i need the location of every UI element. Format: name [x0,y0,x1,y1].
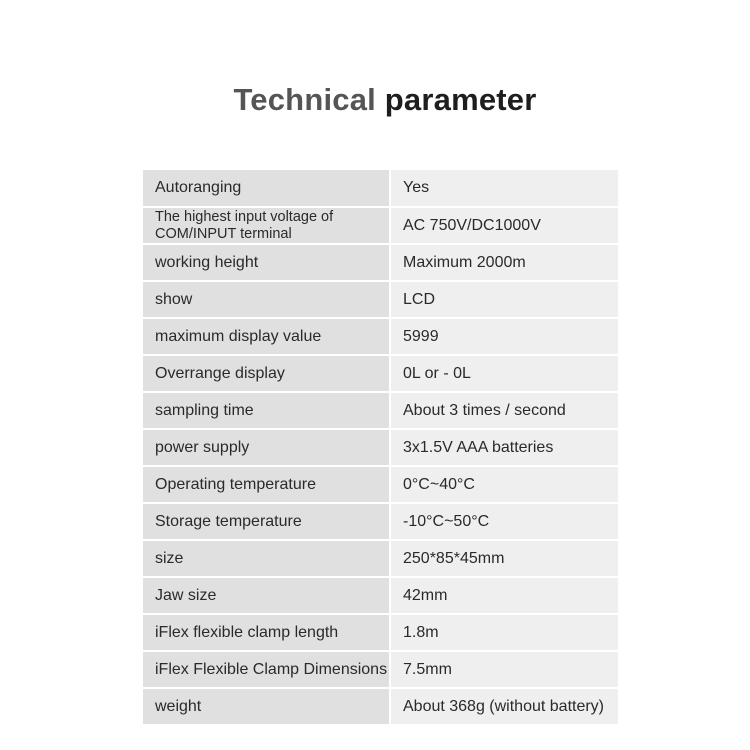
row-value: Yes [390,170,618,207]
row-value: Maximum 2000m [390,244,618,281]
row-value: LCD [390,281,618,318]
row-value: 0L or - 0L [390,355,618,392]
table-row-sampling-time [143,392,618,429]
table-row-overrange [143,355,618,392]
row-value: -10°C~50°C [390,503,618,540]
row-label: sampling time [143,392,390,429]
table-row-show [143,281,618,318]
table-row-operating-temp [143,466,618,503]
row-label: iFlex Flexible Clamp Dimensions [143,651,390,688]
table-row-storage-temp [143,503,618,540]
row-value: 0°C~40°C [390,466,618,503]
row-label: power supply [143,429,390,466]
table-row-max-display [143,318,618,355]
row-label: maximum display value [143,318,390,355]
row-value: About 3 times / second [390,392,618,429]
row-label: Storage temperature [143,503,390,540]
table-row-autoranging [143,170,618,207]
row-value: AC 750V/DC1000V [390,207,618,244]
table-row-size [143,540,618,577]
title-word-technical: Technical [233,82,376,117]
row-label: size [143,540,390,577]
row-value: 250*85*45mm [390,540,618,577]
row-label: Jaw size [143,577,390,614]
page-title [0,82,750,118]
row-label: weight [143,688,390,725]
row-value: About 368g (without battery) [390,688,618,725]
table-row-input-voltage [143,207,618,244]
row-label: Operating temperature [143,466,390,503]
table-row-working-height [143,244,618,281]
row-value: 3x1.5V AAA batteries [390,429,618,466]
table-row-clamp-length [143,614,618,651]
table-row-clamp-dimensions [143,651,618,688]
row-value: 5999 [390,318,618,355]
row-value: 42mm [390,577,618,614]
row-label: iFlex flexible clamp length [143,614,390,651]
row-value: 7.5mm [390,651,618,688]
row-value: 1.8m [390,614,618,651]
row-label: The highest input voltage of COM/INPUT terminal [143,207,390,244]
row-label: show [143,281,390,318]
row-label: Autoranging [143,170,390,207]
row-label: Overrange display [143,355,390,392]
row-label: working height [143,244,390,281]
spec-table [143,170,618,726]
table-row-jaw-size [143,577,618,614]
title-word-parameter: parameter [384,82,537,117]
table-row-power-supply [143,429,618,466]
table-row-weight [143,688,618,725]
